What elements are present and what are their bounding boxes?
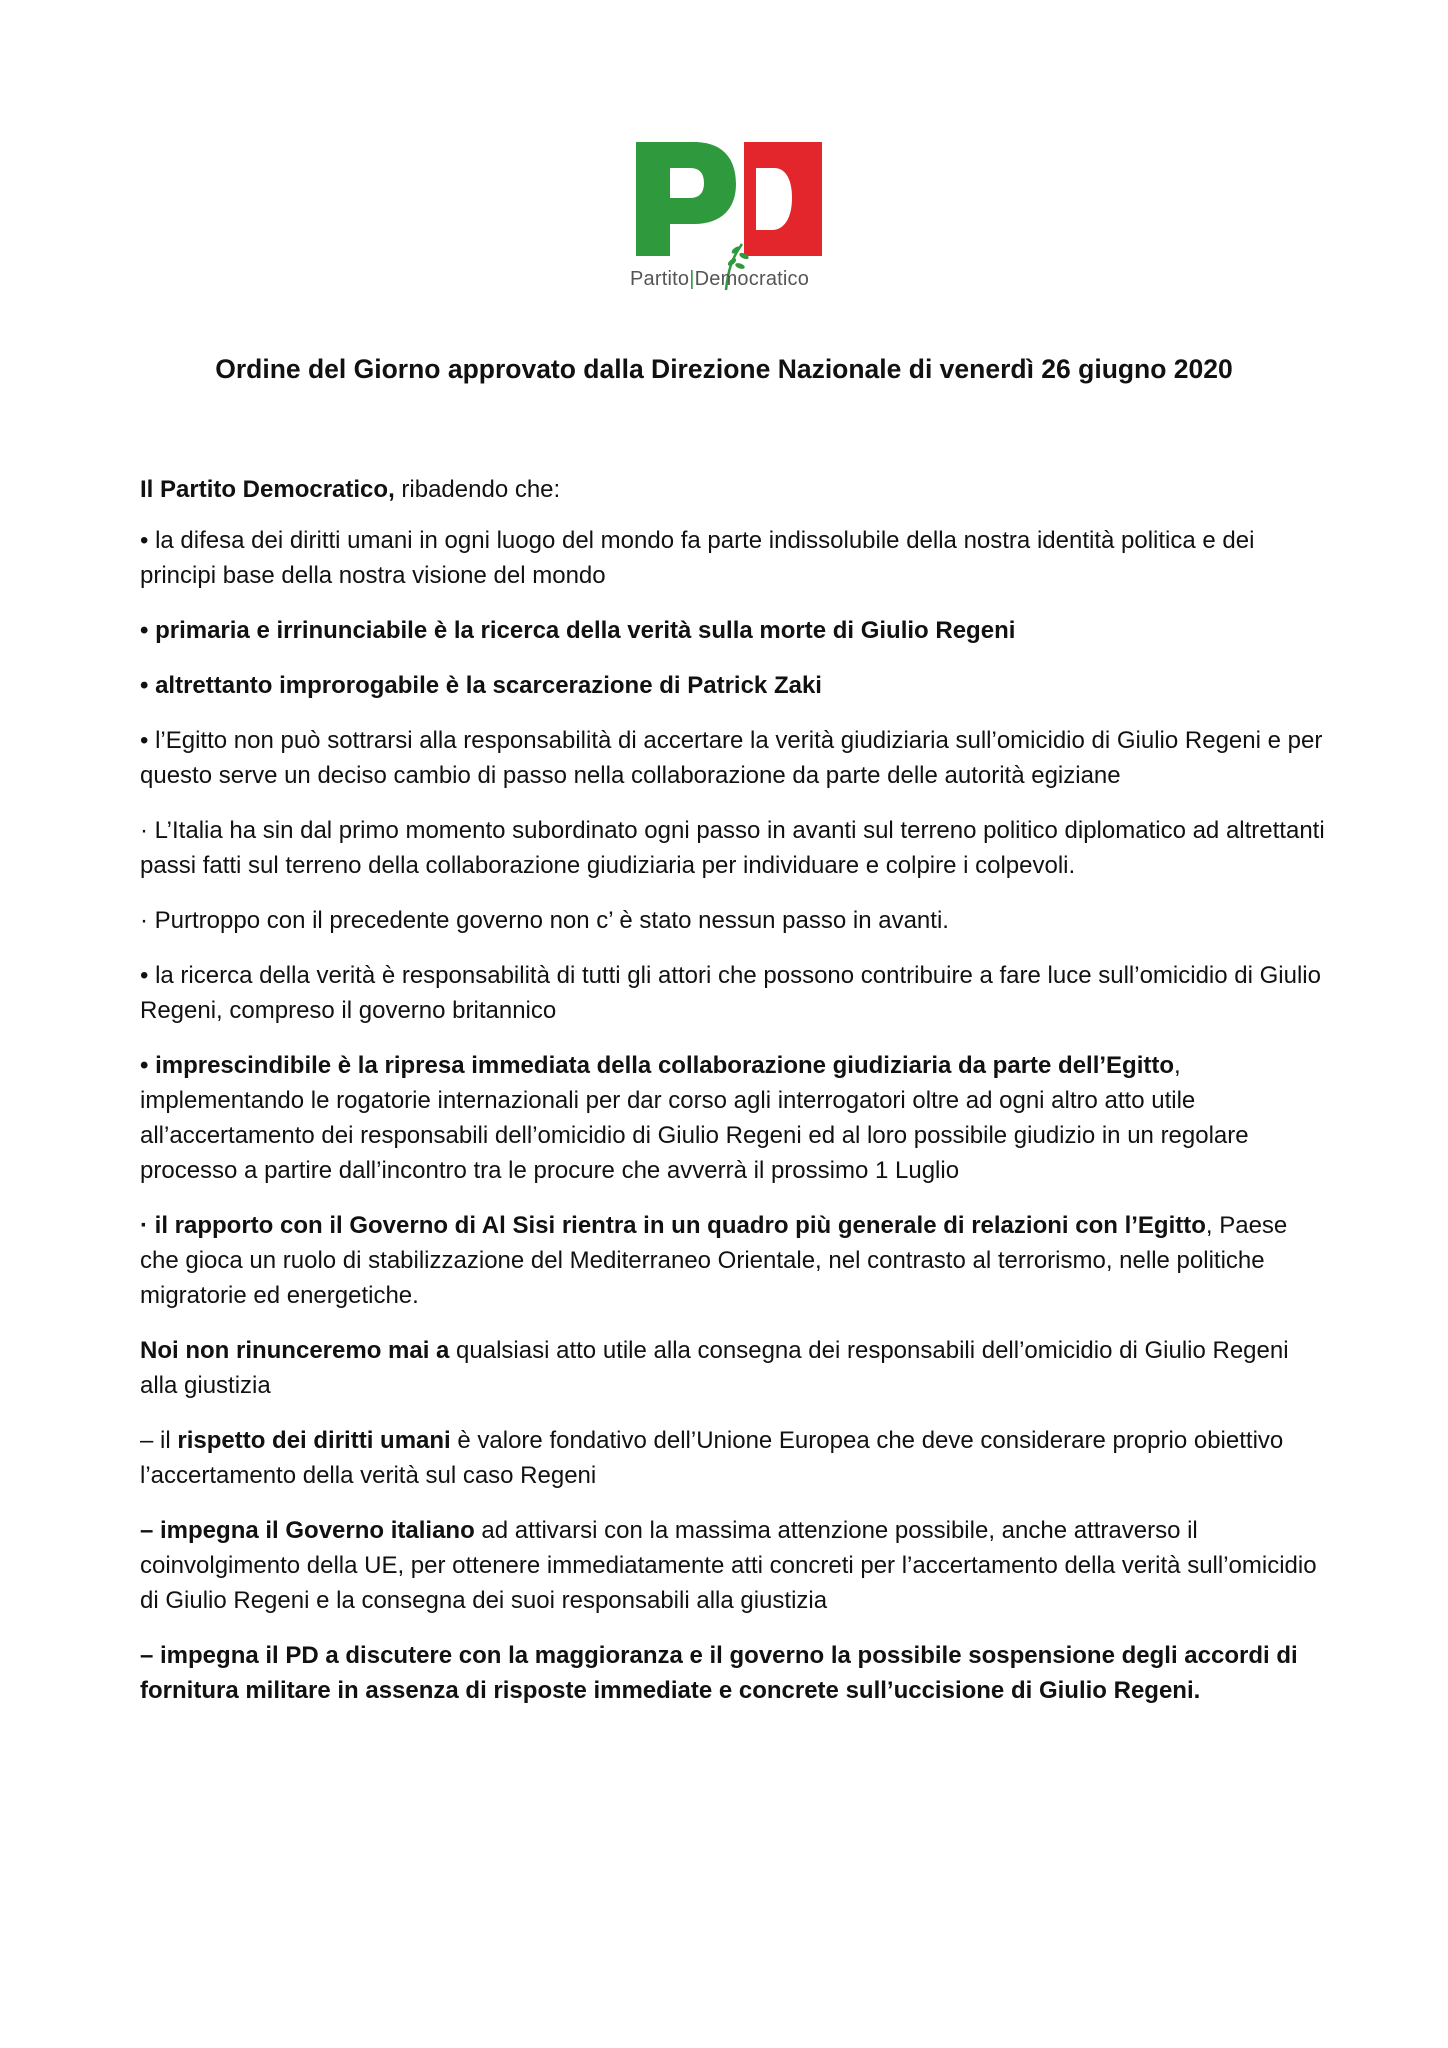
paragraph-8: • imprescindibile è la ripresa immediata della collaborazione giudiziaria da parte dell’Egitto, implementando le rogatorie internazionali per dar corso agli interrogatori oltre ad ogni altro atto utile all’accertamento dei responsabili dell’omicidio di Giulio Regeni ed al loro possibile giudizio in un regolare processo a partire dall’incontro tra le procure che avverrà il prossimo 1 Luglio [140, 1052, 1249, 1184]
paragraph-3: • altrettanto improrogabile è la scarcerazione di Patrick Zaki [140, 672, 822, 699]
document-title: Ordine del Giorno approvato dalla Direzione Nazionale di venerdì 26 giugno 2020 [215, 354, 1233, 384]
logo-caption-right: Democratico [694, 268, 810, 290]
paragraph-1: • la difesa dei diritti umani in ogni luogo del mondo fa parte indissolubile della nostra identità politica e dei principi base della nostra visione del mondo [140, 527, 1255, 589]
logo-letter-p [636, 142, 736, 256]
paragraph-4: • l’Egitto non può sottrarsi alla responsabilità di accertare la verità giudiziaria sull’omicidio di Giulio Regeni e per questo serve un deciso cambio di passo nella collaborazione da parte delle autorità egiziane [140, 727, 1323, 789]
document-body [140, 472, 1330, 1728]
paragraph-2: • primaria e irrinunciabile è la ricerca della verità sulla morte di Giulio Regeni [140, 617, 1016, 644]
paragraph-13: – impegna il PD a discutere con la maggioranza e il governo la possibile sospensione degli accordi di fornitura militare in assenza di risposte immediate e concrete sull’uccisione di Giulio Regeni. [140, 1642, 1298, 1704]
logo-caption-left: Partito [630, 268, 690, 290]
logo-caption: Partito|Democratico [630, 268, 810, 290]
paragraph-5: · L’Italia ha sin dal primo momento subordinato ogni passo in avanti sul terreno politico diplomatico ad altrettanti passi fatti sul terreno della collaborazione giudiziaria per individuare e colpire i colpevoli. [140, 817, 1325, 879]
intro-paragraph: Il Partito Democratico, ribadendo che: [140, 476, 561, 503]
paragraph-11: – il rispetto dei diritti umani è valore fondativo dell’Unione Europea che deve considerare proprio obiettivo l’accertamento della verità sul caso Regeni [140, 1427, 1284, 1489]
paragraph-7: • la ricerca della verità è responsabilità di tutti gli attori che possono contribuire a fare luce sull’omicidio di Giulio Regeni, compreso il governo britannico [140, 962, 1321, 1024]
paragraph-10: Noi non rinunceremo mai a qualsiasi atto utile alla consegna dei responsabili dell’omicidio di Giulio Regeni alla giustizia [140, 1337, 1289, 1399]
paragraph-12: – impegna il Governo italiano ad attivarsi con la massima attenzione possibile, anche attraverso il coinvolgimento della UE, per ottenere immediatamente atti concreti per l’accertamento della verità sull’omicidio di Giulio Regeni e la consegna dei suoi responsabili alla giustizia [140, 1517, 1317, 1614]
paragraph-6: · Purtroppo con il precedente governo non c’ è stato nessun passo in avanti. [140, 907, 949, 934]
paragraph-9: · il rapporto con il Governo di Al Sisi rientra in un quadro più generale di relazioni con l’Egitto, Paese che gioca un ruolo di stabilizzazione del Mediterraneo Orientale, nel contrasto al terrorismo, nelle politiche migratorie ed energetiche. [140, 1212, 1288, 1309]
